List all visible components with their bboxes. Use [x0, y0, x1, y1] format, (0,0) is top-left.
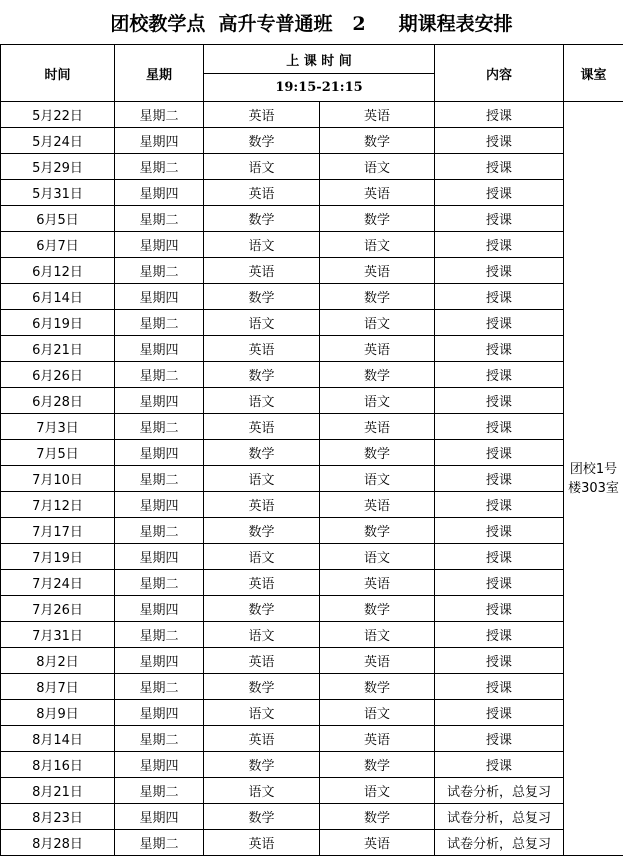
cell-subject-1: 语文	[204, 544, 320, 570]
table-row	[1, 726, 623, 752]
cell-subject-1: 语文	[204, 466, 320, 492]
cell-content: 授课	[435, 544, 564, 570]
table-row	[1, 778, 623, 804]
cell-subject-1: 数学	[204, 752, 320, 778]
cell-content: 授课	[435, 362, 564, 388]
cell-weekday: 星期二	[115, 362, 204, 388]
cell-weekday: 星期二	[115, 726, 204, 752]
cell-date: 7月12日	[1, 492, 115, 518]
cell-subject-2: 英语	[320, 492, 435, 518]
header-date: 时间	[1, 45, 115, 102]
cell-content: 授课	[435, 596, 564, 622]
cell-weekday: 星期四	[115, 180, 204, 206]
table-header	[1, 45, 623, 102]
cell-content: 授课	[435, 466, 564, 492]
table-row	[1, 180, 623, 206]
cell-subject-2: 英语	[320, 180, 435, 206]
cell-subject-2: 英语	[320, 336, 435, 362]
cell-weekday: 星期四	[115, 700, 204, 726]
cell-subject-2: 语文	[320, 388, 435, 414]
cell-date: 6月19日	[1, 310, 115, 336]
cell-subject-1: 英语	[204, 648, 320, 674]
cell-subject-1: 英语	[204, 570, 320, 596]
cell-subject-1: 语文	[204, 154, 320, 180]
cell-content: 授课	[435, 518, 564, 544]
cell-weekday: 星期四	[115, 336, 204, 362]
cell-room: 团校1号楼303室	[564, 102, 623, 856]
table-row	[1, 830, 623, 856]
cell-weekday: 星期二	[115, 518, 204, 544]
cell-subject-2: 语文	[320, 544, 435, 570]
cell-content: 授课	[435, 180, 564, 206]
cell-weekday: 星期四	[115, 752, 204, 778]
cell-content: 授课	[435, 310, 564, 336]
table-row	[1, 310, 623, 336]
cell-content: 授课	[435, 128, 564, 154]
page-title: 团校教学点 高升专普通班 2 期课程表安排	[110, 12, 513, 35]
cell-subject-1: 英语	[204, 102, 320, 128]
cell-subject-2: 数学	[320, 752, 435, 778]
cell-subject-1: 数学	[204, 518, 320, 544]
cell-date: 7月3日	[1, 414, 115, 440]
cell-weekday: 星期二	[115, 414, 204, 440]
header-room: 课室	[564, 45, 623, 102]
cell-subject-1: 语文	[204, 310, 320, 336]
cell-weekday: 星期四	[115, 284, 204, 310]
cell-content: 授课	[435, 388, 564, 414]
cell-date: 5月24日	[1, 128, 115, 154]
table-row	[1, 622, 623, 648]
cell-content: 试卷分析，总复习	[435, 778, 564, 804]
cell-date: 7月5日	[1, 440, 115, 466]
cell-date: 8月7日	[1, 674, 115, 700]
cell-weekday: 星期四	[115, 544, 204, 570]
cell-date: 7月10日	[1, 466, 115, 492]
table-row	[1, 492, 623, 518]
cell-weekday: 星期二	[115, 830, 204, 856]
cell-date: 6月5日	[1, 206, 115, 232]
cell-weekday: 星期二	[115, 310, 204, 336]
cell-subject-2: 英语	[320, 414, 435, 440]
cell-subject-1: 数学	[204, 206, 320, 232]
cell-weekday: 星期四	[115, 388, 204, 414]
header-time-range: 19:15-21:15	[204, 74, 435, 102]
cell-content: 授课	[435, 622, 564, 648]
cell-subject-1: 数学	[204, 674, 320, 700]
cell-subject-2: 数学	[320, 518, 435, 544]
cell-subject-2: 语文	[320, 466, 435, 492]
cell-weekday: 星期二	[115, 570, 204, 596]
cell-subject-1: 语文	[204, 700, 320, 726]
cell-date: 8月14日	[1, 726, 115, 752]
cell-weekday: 星期二	[115, 466, 204, 492]
table-row	[1, 102, 623, 128]
cell-weekday: 星期二	[115, 778, 204, 804]
cell-content: 授课	[435, 440, 564, 466]
cell-subject-1: 英语	[204, 336, 320, 362]
cell-weekday: 星期四	[115, 440, 204, 466]
cell-content: 授课	[435, 674, 564, 700]
cell-weekday: 星期二	[115, 206, 204, 232]
cell-subject-2: 语文	[320, 154, 435, 180]
cell-weekday: 星期四	[115, 596, 204, 622]
cell-content: 授课	[435, 284, 564, 310]
cell-date: 8月23日	[1, 804, 115, 830]
cell-weekday: 星期二	[115, 258, 204, 284]
cell-subject-1: 数学	[204, 128, 320, 154]
cell-content: 授课	[435, 752, 564, 778]
header-weekday: 星期	[115, 45, 204, 102]
cell-content: 授课	[435, 570, 564, 596]
cell-content: 授课	[435, 232, 564, 258]
cell-subject-1: 语文	[204, 778, 320, 804]
table-row	[1, 674, 623, 700]
table-row	[1, 440, 623, 466]
cell-date: 6月14日	[1, 284, 115, 310]
cell-date: 6月7日	[1, 232, 115, 258]
table-row	[1, 128, 623, 154]
cell-subject-2: 语文	[320, 700, 435, 726]
cell-weekday: 星期四	[115, 128, 204, 154]
cell-subject-1: 英语	[204, 180, 320, 206]
cell-date: 8月9日	[1, 700, 115, 726]
cell-subject-2: 数学	[320, 440, 435, 466]
schedule-table	[0, 44, 623, 856]
cell-date: 6月21日	[1, 336, 115, 362]
cell-date: 6月28日	[1, 388, 115, 414]
cell-weekday: 星期四	[115, 492, 204, 518]
table-row	[1, 414, 623, 440]
cell-subject-2: 英语	[320, 830, 435, 856]
table-row	[1, 284, 623, 310]
cell-content: 授课	[435, 648, 564, 674]
cell-subject-2: 数学	[320, 804, 435, 830]
cell-content: 授课	[435, 102, 564, 128]
cell-subject-2: 数学	[320, 362, 435, 388]
cell-subject-1: 英语	[204, 830, 320, 856]
cell-subject-1: 语文	[204, 232, 320, 258]
table-row	[1, 466, 623, 492]
cell-subject-1: 英语	[204, 414, 320, 440]
cell-date: 8月21日	[1, 778, 115, 804]
cell-subject-1: 数学	[204, 284, 320, 310]
cell-subject-2: 数学	[320, 206, 435, 232]
table-row	[1, 206, 623, 232]
cell-subject-2: 英语	[320, 648, 435, 674]
cell-subject-2: 英语	[320, 102, 435, 128]
table-row	[1, 336, 623, 362]
cell-weekday: 星期二	[115, 102, 204, 128]
cell-subject-1: 数学	[204, 440, 320, 466]
cell-date: 6月26日	[1, 362, 115, 388]
cell-weekday: 星期四	[115, 804, 204, 830]
cell-subject-1: 数学	[204, 596, 320, 622]
cell-content: 授课	[435, 726, 564, 752]
cell-subject-2: 英语	[320, 570, 435, 596]
cell-subject-1: 数学	[204, 804, 320, 830]
cell-date: 7月17日	[1, 518, 115, 544]
cell-subject-1: 英语	[204, 258, 320, 284]
cell-date: 5月29日	[1, 154, 115, 180]
cell-subject-2: 数学	[320, 596, 435, 622]
cell-subject-2: 数学	[320, 674, 435, 700]
cell-date: 7月24日	[1, 570, 115, 596]
table-row	[1, 388, 623, 414]
cell-content: 试卷分析，总复习	[435, 804, 564, 830]
cell-date: 7月31日	[1, 622, 115, 648]
table-row	[1, 544, 623, 570]
cell-subject-2: 英语	[320, 726, 435, 752]
cell-date: 5月22日	[1, 102, 115, 128]
cell-date: 7月26日	[1, 596, 115, 622]
cell-weekday: 星期二	[115, 154, 204, 180]
table-row	[1, 570, 623, 596]
table-row	[1, 648, 623, 674]
cell-subject-2: 英语	[320, 258, 435, 284]
cell-content: 授课	[435, 414, 564, 440]
cell-subject-1: 语文	[204, 388, 320, 414]
table-row	[1, 752, 623, 778]
table-row	[1, 154, 623, 180]
cell-content: 授课	[435, 336, 564, 362]
cell-subject-1: 数学	[204, 362, 320, 388]
cell-weekday: 星期四	[115, 232, 204, 258]
cell-subject-2: 语文	[320, 778, 435, 804]
cell-date: 6月12日	[1, 258, 115, 284]
cell-weekday: 星期二	[115, 674, 204, 700]
cell-subject-2: 语文	[320, 232, 435, 258]
table-row	[1, 700, 623, 726]
cell-content: 试卷分析，总复习	[435, 830, 564, 856]
cell-date: 5月31日	[1, 180, 115, 206]
header-content: 内容	[435, 45, 564, 102]
cell-subject-2: 语文	[320, 310, 435, 336]
cell-date: 8月16日	[1, 752, 115, 778]
cell-content: 授课	[435, 492, 564, 518]
table-row	[1, 596, 623, 622]
cell-subject-1: 英语	[204, 492, 320, 518]
cell-weekday: 星期二	[115, 622, 204, 648]
cell-content: 授课	[435, 206, 564, 232]
table-row	[1, 362, 623, 388]
cell-subject-2: 数学	[320, 128, 435, 154]
table-row	[1, 804, 623, 830]
table-row	[1, 258, 623, 284]
cell-subject-2: 数学	[320, 284, 435, 310]
cell-subject-2: 语文	[320, 622, 435, 648]
header-class-time: 上 课 时 间	[204, 45, 435, 74]
cell-subject-1: 英语	[204, 726, 320, 752]
table-body	[1, 102, 623, 856]
cell-content: 授课	[435, 700, 564, 726]
cell-date: 7月19日	[1, 544, 115, 570]
table-row	[1, 518, 623, 544]
cell-subject-1: 语文	[204, 622, 320, 648]
cell-content: 授课	[435, 258, 564, 284]
cell-date: 8月28日	[1, 830, 115, 856]
cell-weekday: 星期四	[115, 648, 204, 674]
cell-date: 8月2日	[1, 648, 115, 674]
table-row	[1, 232, 623, 258]
cell-content: 授课	[435, 154, 564, 180]
